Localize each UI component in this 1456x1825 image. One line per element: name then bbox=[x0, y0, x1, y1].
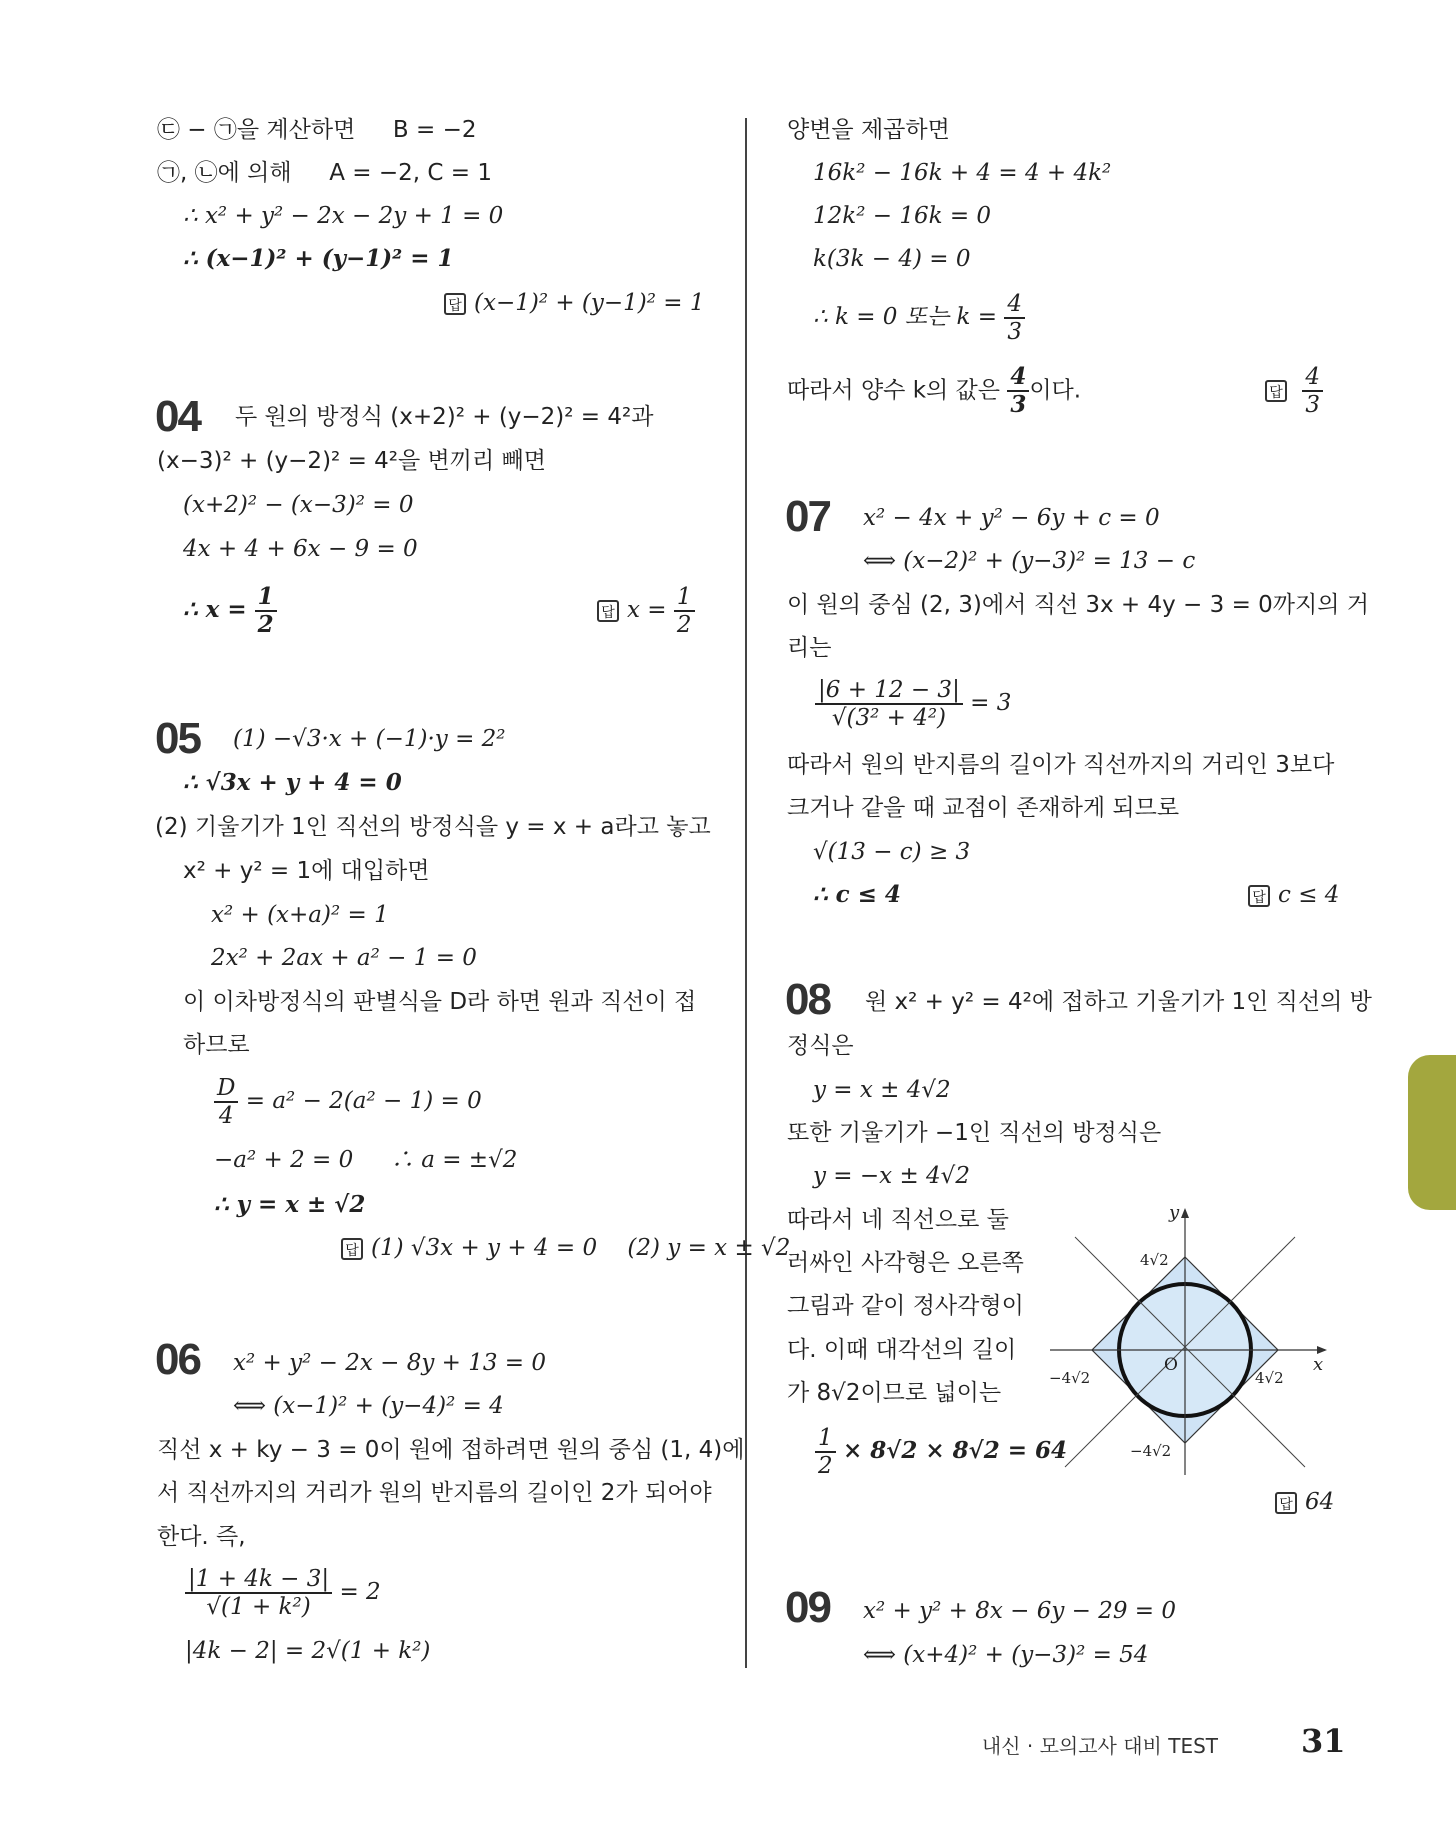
side-tab bbox=[1408, 1055, 1456, 1210]
frac-num: D bbox=[214, 1075, 238, 1103]
p05-line-11: ∴ y = x ± √2 bbox=[214, 1191, 366, 1218]
p09-line-1: x² + y² + 8x − 6y − 29 = 0 bbox=[863, 1598, 1177, 1624]
p06-distance-rest: = 2 bbox=[339, 1579, 381, 1605]
x-axis-arrow bbox=[1317, 1346, 1327, 1354]
problem-number-08: 08 bbox=[785, 975, 830, 1024]
p08-line-9: 다. 이때 대각선의 길이 bbox=[787, 1337, 1017, 1363]
problem-number-06: 06 bbox=[155, 1335, 200, 1384]
p08-line-6: 따라서 네 직선으로 둘 bbox=[787, 1207, 1009, 1233]
frac-num: 1 bbox=[255, 584, 277, 612]
frac-den: 3 bbox=[1305, 392, 1320, 418]
p08-line-5: y = −x ± 4√2 bbox=[813, 1163, 970, 1189]
bottom-label: −4√2 bbox=[1130, 1442, 1172, 1460]
frac-den: 2 bbox=[818, 1453, 833, 1479]
p06-line-4: 서 직선까지의 거리가 원의 반지름의 길이인 2가 되어야 bbox=[157, 1480, 712, 1506]
p07-line-7: 크거나 같을 때 교점이 존재하게 되므로 bbox=[787, 795, 1180, 821]
answer-text: (1) √3x + y + 4 = 0 (2) y = x ± √2 bbox=[371, 1235, 791, 1261]
circle-square-figure bbox=[1045, 1200, 1335, 1480]
answer-line-04 bbox=[597, 584, 695, 638]
p08-line-10: 가 8√2이므로 넓이는 bbox=[787, 1380, 1002, 1406]
right-label: 4√2 bbox=[1255, 1369, 1284, 1387]
frac-num: 1 bbox=[674, 584, 695, 612]
p04-line-5 bbox=[183, 584, 277, 638]
left-line-3: ∴ x² + y² − 2x − 2y + 1 = 0 bbox=[183, 203, 504, 229]
problem-number-04: 04 bbox=[155, 392, 200, 441]
frac-num: |6 + 12 − 3| bbox=[815, 677, 963, 705]
problem-number-05: 05 bbox=[155, 714, 200, 763]
right-line-4: k(3k − 4) = 0 bbox=[813, 246, 971, 272]
answer-mark: 답 bbox=[1248, 885, 1270, 907]
p04-line-3: (x+2)² − (x−3)² = 0 bbox=[183, 492, 414, 518]
p04-line-1: 두 원의 방정식 (x+2)² + (y−2)² = 4²과 bbox=[235, 404, 654, 430]
answer-line-08 bbox=[1275, 1487, 1334, 1517]
p05-line-7: 이 이차방정식의 판별식을 D라 하면 원과 직선이 접 bbox=[183, 989, 697, 1015]
x-axis-label: x bbox=[1313, 1354, 1324, 1375]
p06-line-2: ⟺ (x−1)² + (y−4)² = 4 bbox=[233, 1393, 504, 1419]
p06-line-7: |4k − 2| = 2√(1 + k²) bbox=[185, 1638, 431, 1664]
y-axis-label: y bbox=[1169, 1202, 1180, 1223]
footer-label: 내신 · 모의고사 대비 TEST bbox=[981, 1734, 1218, 1758]
p05-line-5: x² + (x+a)² = 1 bbox=[211, 902, 389, 928]
frac-num: 4 bbox=[1007, 364, 1029, 392]
right-line-6 bbox=[787, 364, 1081, 418]
frac-den: √(1 + k²) bbox=[206, 1594, 311, 1620]
k-solution-pre: ∴ k = 0 또는 k = bbox=[813, 304, 997, 330]
k-conclusion-pre: 따라서 양수 k의 값은 bbox=[787, 377, 1000, 404]
p07-line-1: x² − 4x + y² − 6y + c = 0 bbox=[863, 505, 1160, 531]
origin-label: O bbox=[1164, 1355, 1178, 1375]
answer-mark: 답 bbox=[1265, 380, 1287, 402]
right-line-5 bbox=[813, 291, 1025, 345]
p05-line-3: (2) 기울기가 1인 직선의 방정식을 y = x + a라고 놓고 bbox=[155, 814, 711, 840]
column-divider bbox=[745, 118, 747, 1668]
p07-line-8: √(13 − c) ≥ 3 bbox=[813, 839, 971, 865]
frac-den: √(3² + 4²) bbox=[831, 705, 947, 731]
top-label: 4√2 bbox=[1140, 1251, 1169, 1269]
answer-text: 64 bbox=[1305, 1489, 1335, 1515]
answer-line-06 bbox=[1265, 364, 1323, 418]
frac-den: 2 bbox=[257, 611, 274, 638]
answer-text: c ≤ 4 bbox=[1278, 882, 1340, 908]
p06-line-1: x² + y² − 2x − 8y + 13 = 0 bbox=[233, 1350, 547, 1376]
p04-conclusion-pre: ∴ x = bbox=[183, 596, 247, 623]
answer-text: x = bbox=[627, 597, 667, 623]
p05-line-2: ∴ √3x + y + 4 = 0 bbox=[183, 769, 402, 796]
p08-line-3: y = x ± 4√2 bbox=[813, 1077, 951, 1103]
left-label: −4√2 bbox=[1049, 1369, 1091, 1387]
p07-distance-rest: = 3 bbox=[970, 690, 1012, 716]
left-line-2: ㉠, ㉡에 의해 A = −2, C = 1 bbox=[157, 160, 492, 186]
p05-line-8: 하므로 bbox=[183, 1032, 250, 1058]
p05-line-4: x² + y² = 1에 대입하면 bbox=[183, 858, 430, 884]
p08-line-1: 원 x² + y² = 4²에 접하고 기울기가 1인 직선의 방 bbox=[865, 989, 1372, 1015]
p05-line-10: −a² + 2 = 0 ∴ a = ±√2 bbox=[214, 1147, 518, 1173]
frac-num: 1 bbox=[815, 1425, 836, 1453]
p05-line-1: (1) −√3·x + (−1)·y = 2² bbox=[233, 726, 506, 752]
k-conclusion-post: 이다. bbox=[1029, 377, 1082, 404]
right-line-3: 12k² − 16k = 0 bbox=[813, 203, 992, 229]
right-line-1: 양변을 제곱하면 bbox=[787, 117, 950, 143]
problem-number-09: 09 bbox=[785, 1583, 830, 1632]
answer-line-07 bbox=[1248, 880, 1339, 910]
right-line-2: 16k² − 16k + 4 = 4 + 4k² bbox=[813, 160, 1112, 186]
p06-line-6 bbox=[185, 1566, 381, 1620]
p07-line-2: ⟺ (x−2)² + (y−3)² = 13 − c bbox=[863, 548, 1196, 574]
p06-line-5: 한다. 즉, bbox=[157, 1524, 246, 1550]
p07-line-5 bbox=[815, 677, 1011, 731]
p09-line-2: ⟺ (x+4)² + (y−3)² = 54 bbox=[863, 1642, 1149, 1668]
p08-line-2: 정식은 bbox=[787, 1033, 854, 1059]
page-number: 31 bbox=[1301, 1722, 1346, 1760]
left-line-4: ∴ (x−1)² + (y−1)² = 1 bbox=[183, 245, 454, 272]
p08-area-rest: × 8√2 × 8√2 = 64 bbox=[842, 1437, 1068, 1464]
p05-line-6: 2x² + 2ax + a² − 1 = 0 bbox=[211, 945, 477, 971]
frac-num: 4 bbox=[1302, 364, 1323, 392]
frac-num: |1 + 4k − 3| bbox=[185, 1566, 332, 1594]
p08-line-7: 러싸인 사각형은 오른쪽 bbox=[787, 1250, 1024, 1276]
answer-line-03 bbox=[444, 288, 705, 318]
answer-line-05 bbox=[341, 1233, 790, 1263]
p08-line-11 bbox=[815, 1425, 1067, 1479]
frac-den: 4 bbox=[218, 1103, 234, 1129]
p04-line-2: (x−3)² + (y−2)² = 4²을 변끼리 빼면 bbox=[157, 448, 546, 474]
answer-text: (x−1)² + (y−1)² = 1 bbox=[474, 290, 705, 316]
p04-line-4: 4x + 4 + 6x − 9 = 0 bbox=[183, 536, 418, 562]
p08-line-8: 그림과 같이 정사각형이 bbox=[787, 1293, 1024, 1319]
frac-den: 2 bbox=[676, 612, 692, 638]
answer-mark: 답 bbox=[597, 600, 619, 622]
p07-line-3: 이 원의 중심 (2, 3)에서 직선 3x + 4y − 3 = 0까지의 거 bbox=[787, 592, 1369, 618]
p07-line-9: ∴ c ≤ 4 bbox=[813, 881, 901, 908]
problem-number-07: 07 bbox=[785, 492, 830, 541]
p05-discriminant-rest: = a² − 2(a² − 1) = 0 bbox=[245, 1088, 482, 1114]
p05-line-9 bbox=[214, 1075, 482, 1129]
answer-mark: 답 bbox=[444, 293, 466, 315]
p08-line-4: 또한 기울기가 −1인 직선의 방정식은 bbox=[787, 1120, 1162, 1146]
frac-den: 3 bbox=[1010, 391, 1027, 418]
p06-line-3: 직선 x + ky − 3 = 0이 원에 접하려면 원의 중심 (1, 4)에 bbox=[157, 1437, 745, 1463]
frac-den: 3 bbox=[1007, 319, 1022, 345]
p07-line-4: 리는 bbox=[787, 635, 832, 661]
left-line-1: ㉢ − ㉠을 계산하면 B = −2 bbox=[157, 117, 477, 143]
y-axis-arrow bbox=[1181, 1208, 1189, 1218]
p07-line-6: 따라서 원의 반지름의 길이가 직선까지의 거리인 3보다 bbox=[787, 752, 1335, 778]
answer-mark: 답 bbox=[1275, 1492, 1297, 1514]
answer-mark: 답 bbox=[341, 1238, 363, 1260]
frac-num: 4 bbox=[1004, 291, 1025, 319]
